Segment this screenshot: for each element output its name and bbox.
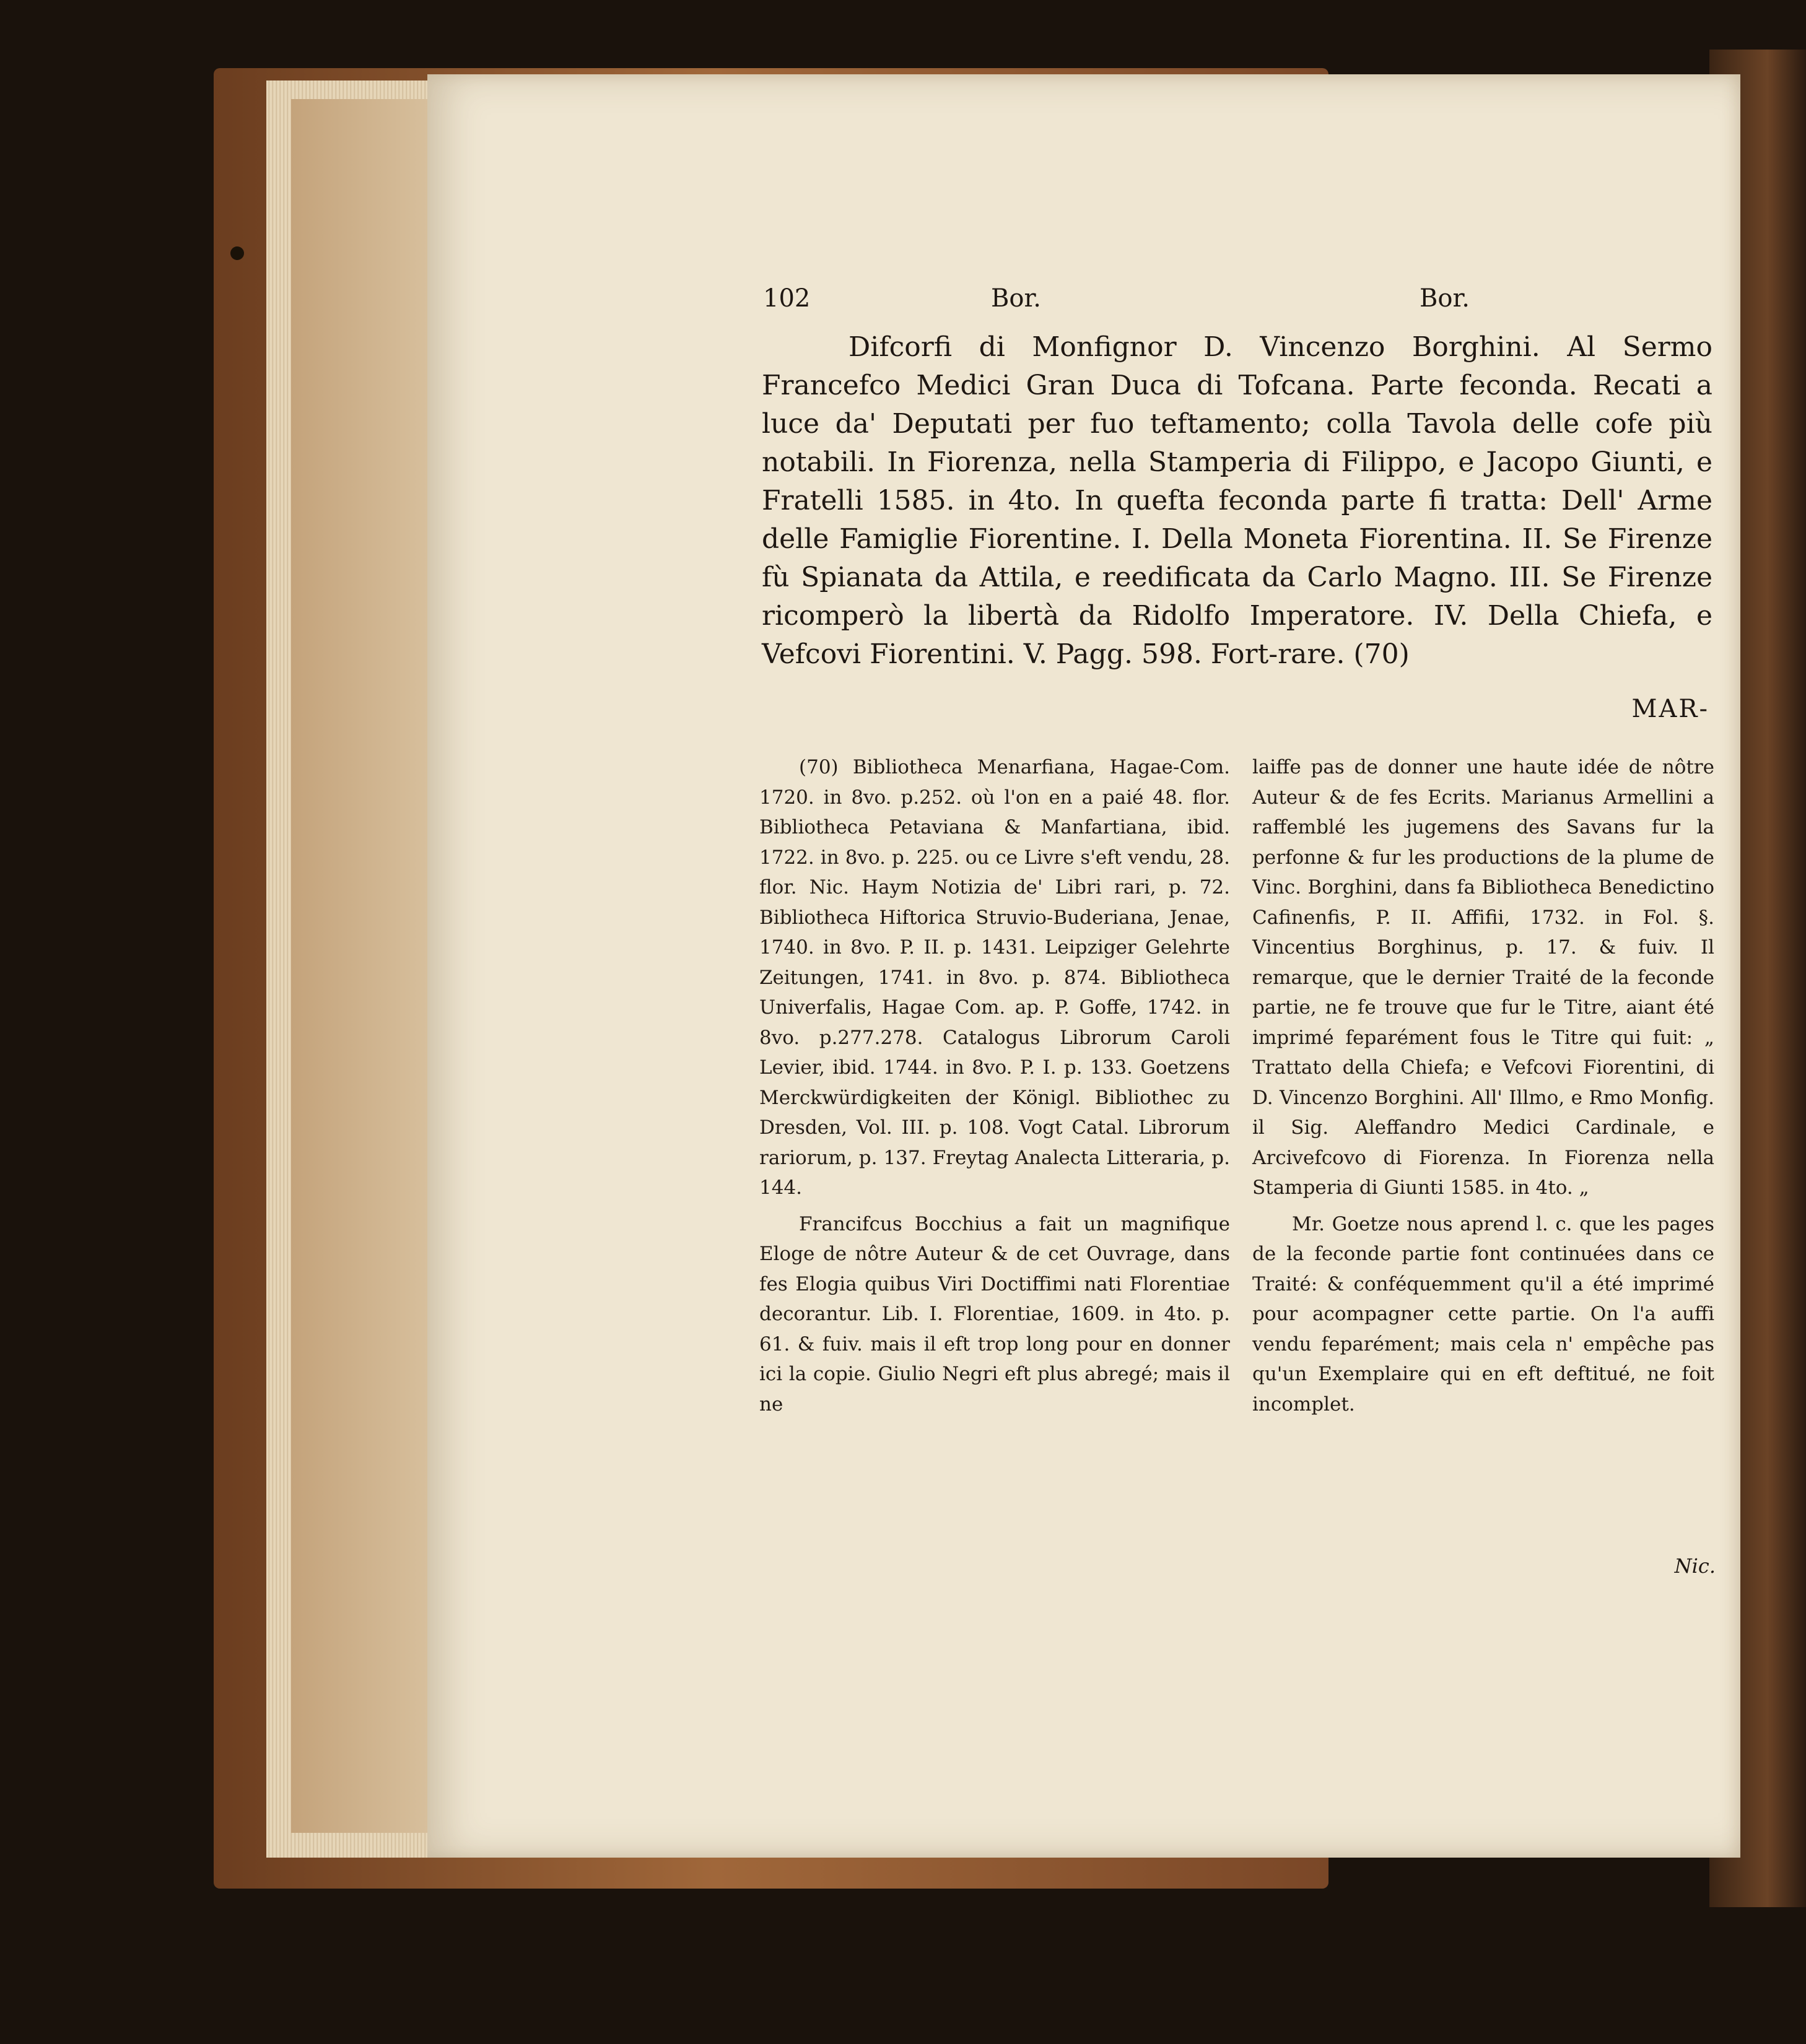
- footnote-70: (70) Bibliotheca Menarfiana, Hagae-Com. 1720. in 8vo. p.252. où l'on en a paié 48. flor. Bibliotheca Petaviana & Manfartiana, ibid. 1722. in 8vo. p. 225. ou ce Livre s'eft vendu, 28. flor. Nic. Haym Notizia de' Libri rari, p. 72. Bibliotheca Hiftorica Struvio-Buderiana, Jenae, 1740. in 8vo. P. II. p. 1431. Leipziger Gelehrte Zeitungen, 1741. in 8vo. p. 874. Bibliotheca Univerfalis, Hagae Com. ap. P. Goffe, 1742. in 8vo. p.277.278. Catalogus Librorum Caroli Levier, ibid. 1744. in 8vo. P. I. p. 133. Goetzens Merckwürdigkeiten der Königl. Bibliothec zu Dresden, Vol. III. p. 108. Vogt Catal. Librorum rariorum, p. 137. Freytag Analecta Litteraria, p. 144.: [759, 756, 1230, 1199]
- running-head-left: Bor.: [991, 284, 1041, 313]
- running-head-right: Bor.: [1420, 284, 1470, 313]
- right-column-paragraph-1: laiffe pas de donner une haute idée de nôtre Auteur & de fes Ecrits. Marianus Armellini a raffemblé les jugemens des Savans fur la perfonne & fur les productions de la plume de Vinc. Borghini, dans fa Bibliotheca Benedictino Cafinenfis, P. II. Affifii, 1732. in Fol. §. Vincentius Borghinus, p. 17. & fuiv. Il remarque, que le dernier Traité de la feconde partie, ne fe trouve que fur le Titre, aiant été imprimé feparément fous le Titre qui fuit: „ Trattato della Chiefa; e Vefcovi Fiorentini, di D. Vincenzo Borghini. All' Illmo, e Rmo Monfig. il Sig. Aleffandro Medici Cardinale, e Arcivefcovo di Fiorenza. In Fiorenza nella Stamperia di Giunti 1585. in 4to. „: [1252, 756, 1714, 1199]
- binding-pin: [230, 246, 244, 260]
- page-number: 102: [763, 284, 811, 313]
- footnote-column-right: [1252, 752, 1714, 1425]
- left-column-paragraph: Francifcus Bocchius a fait un magnifique Eloge de nôtre Auteur & de cet Ouvrage, dans fes Elogia quibus Viri Doctiffimi nati Florentiae decorantur. Lib. I. Florentiae, 1609. in 4to. p. 61. & fuiv. mais il eft trop long pour en donner ici la copie. Giulio Negri eft plus abregé; mais il ne: [759, 1212, 1230, 1416]
- catchword-main: MAR-: [1631, 695, 1709, 723]
- footnote-column-left: [759, 752, 1230, 1425]
- inner-page-strip: [291, 99, 427, 1833]
- main-entry: [762, 328, 1712, 674]
- main-entry-text: Difcorfi di Monfignor D. Vincenzo Borghini. Al Sermo Francefco Medici Gran Duca di Tofcana. Parte feconda. Recati a luce da' Deputati per fuo teftamento; colla Tavola delle cofe più notabili. In Fiorenza, nella Stamperia di Filippo, e Jacopo Giunti, e Fratelli 1585. in 4to. In quefta feconda parte fi tratta: Dell' Arme delle Famiglie Fiorentine. I. Della Moneta Fiorentina. II. Se Firenze fù Spianata da Attila, e reedificata da Carlo Magno. III. Se Firenze ricomperò la libertà da Ridolfo Imperatore. IV. Della Chiefa, e Vefcovi Fiorentini. V. Pagg. 598. Fort-rare. (70): [762, 331, 1712, 670]
- right-column-paragraph-2: Mr. Goetze nous aprend l. c. que les pages de la feconde partie font continuées dans ce Traité: & conféquemment qu'il a été imprimé pour acompagner cette partie. On l'a auffi vendu feparément; mais cela n' empêche pas qu'un Exemplaire qui en eft deftitué, ne foit incomplet.: [1252, 1212, 1714, 1416]
- catchword-right: Nic.: [1674, 1554, 1716, 1578]
